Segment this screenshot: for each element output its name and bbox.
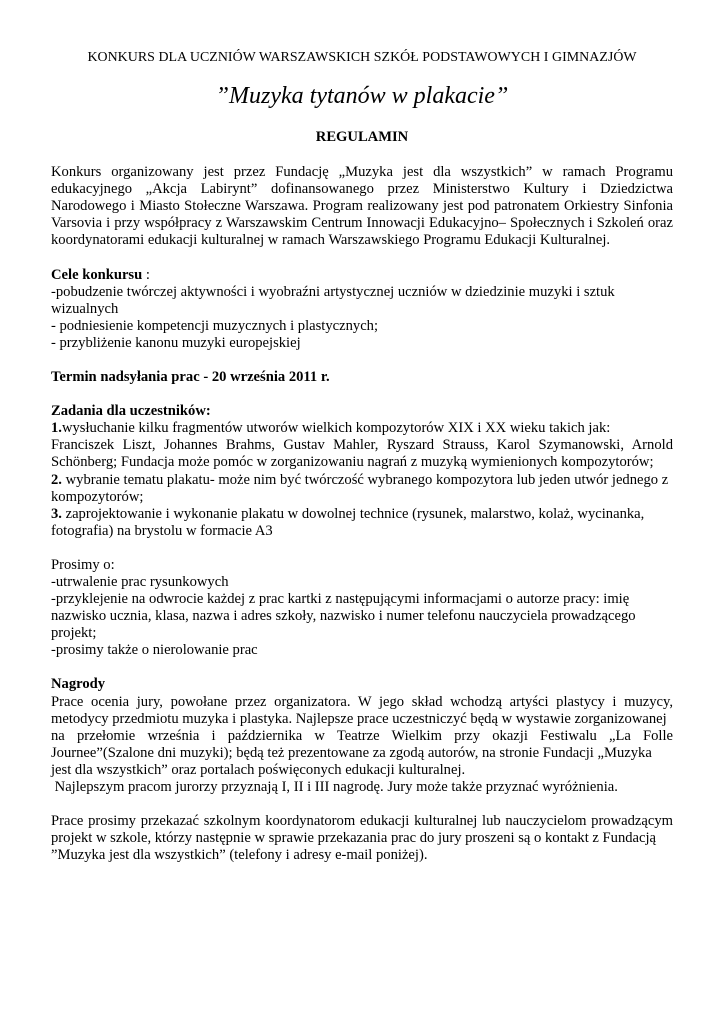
- intro-line: Varsovia i przy współpracy z Warszawskim Centrum Innowacji Edukacyjno– Społecznych i Szkoleń oraz: [51, 215, 673, 232]
- closing-line: Prace prosimy przekazać szkolnym koordynatorom edukacji kulturalnej lub nauczycielom prowadzącym: [51, 813, 673, 830]
- task-text: zaprojektowanie i wykonanie plakatu w dowolnej technice (rysunek, malarstwo, kolaż, wycinanka,: [61, 505, 645, 522]
- closing-section: [51, 813, 673, 864]
- goal-item: - przybliżenie kanonu muzyki europejskiej: [51, 334, 301, 351]
- goal-item: wizualnych: [51, 300, 119, 317]
- tasks-section: [51, 403, 673, 540]
- task-item-3: [51, 506, 673, 523]
- request-item: -prosimy także o nierolowanie prac: [51, 642, 258, 659]
- task-text: wybranie tematu plakatu- może nim być twórczość wybranego kompozytora lub jeden utwór jednego z: [61, 471, 669, 488]
- task-number: 1.: [51, 420, 62, 437]
- task-number: 3.: [51, 505, 62, 522]
- goals-heading: Cele konkursu: [51, 266, 143, 283]
- deadline-section: [51, 369, 673, 386]
- awards-line: Najlepszym pracom jurorzy przyznają I, II i III nagrodę. Jury może także przyznać wyróżnienia.: [51, 779, 618, 795]
- goals-heading-suffix: :: [142, 266, 150, 283]
- request-item: -przyklejenie na odwrocie każdej z prac kartki z następującymi informacjami o autorze pracy: imię: [51, 591, 630, 608]
- task-item-1: [51, 420, 673, 437]
- regulations-heading: REGULAMIN: [315, 129, 409, 145]
- awards-heading: Nagrody: [51, 676, 106, 693]
- goals-heading-line: [51, 267, 673, 284]
- goals-section: [51, 267, 673, 352]
- task-number: 2.: [51, 471, 62, 488]
- intro-line: koordynatorami edukacji kulturalnej w ramach Warszawskiego Programu Edukacji Kulturalnej.: [51, 232, 611, 249]
- task-text: kompozytorów;: [51, 488, 144, 505]
- requests-heading: Prosimy o:: [51, 556, 115, 573]
- task-text: Franciszek Liszt, Johannes Brahms, Gustav Mahler, Ryszard Strauss, Karol Szymanowski, Arnold: [51, 437, 673, 454]
- task-item-2: [51, 472, 673, 489]
- requests-section: [51, 557, 673, 660]
- awards-line: metodycy przedmiotu muzyka i plastyka. Najlepsze prace uczestniczyć będą w wystawie zorganizowanej: [51, 710, 667, 727]
- request-item: nazwisko ucznia, klasa, nazwa i adres szkoły, nazwisko i numer telefonu nauczyciela prowadzącego: [51, 608, 636, 625]
- awards-line: Prace ocenia jury, powołane przez organizatora. W jego skład wchodzą artyści plastycy i muzycy,: [51, 693, 673, 710]
- request-item: -utrwalenie prac rysunkowych: [51, 573, 229, 590]
- deadline-text: Termin nadsyłania prac - 20 września 2011 r.: [51, 369, 330, 386]
- goal-item: -pobudzenie twórczej aktywności i wyobraźni artystycznej uczniów w dziedzinie muzyki i sztuk: [51, 283, 615, 300]
- task-text: Schönberg; Fundacja może pomóc w zorganizowaniu nagrań z muzyką wymienionych kompozytorów;: [51, 454, 654, 471]
- tasks-heading: Zadania dla uczestników:: [51, 403, 211, 420]
- closing-line: projekt w szkole, którzy następnie w sprawie przekazania prac do jury proszeni są o kontakt z Fundacją: [51, 830, 657, 847]
- awards-line: jest dla wszystkich” oraz portalach poświęconych edukacji kulturalnej.: [51, 761, 466, 778]
- intro-line: Narodowego i Miasto Stołeczne Warszawa. Program realizowany jest pod patronatem Orkiestry Sinfonia: [51, 198, 673, 215]
- contest-header: KONKURS DLA UCZNIÓW WARSZAWSKICH SZKÓŁ PODSTAWOWYCH I GIMNAZJÓW: [87, 50, 637, 65]
- goal-item: - podniesienie kompetencji muzycznych i plastycznych;: [51, 317, 379, 334]
- intro-paragraph: [51, 164, 673, 249]
- request-item: projekt;: [51, 625, 97, 642]
- awards-line: Journee”(Szalone dni muzyki); będą też prezentowane za zgodą autorów, na stronie Fundacji „Muzyka: [51, 744, 652, 761]
- document-title: ”Muzyka tytanów w plakacie”: [215, 83, 509, 109]
- document-page: [51, 49, 673, 864]
- closing-line: ”Muzyka jest dla wszystkich” (telefony i adresy e-mail poniżej).: [51, 847, 428, 864]
- task-text: fotografia) na brystolu w formacie A3: [51, 522, 273, 539]
- task-text: wysłuchanie kilku fragmentów utworów wielkich kompozytorów XIX i XX wieku takich jak:: [61, 420, 611, 437]
- intro-line: edukacyjnego „Akcja Labirynt” dofinansowanego przez Ministerstwo Kultury i Dziedzictwa: [51, 181, 673, 198]
- awards-section: [51, 676, 673, 796]
- intro-line: Konkurs organizowany jest przez Fundację „Muzyka jest dla wszystkich” w ramach Programu: [51, 164, 673, 181]
- awards-line: na przełomie września i października w Teatrze Wielkim przy okazji Festiwalu „La Folle: [51, 727, 673, 744]
